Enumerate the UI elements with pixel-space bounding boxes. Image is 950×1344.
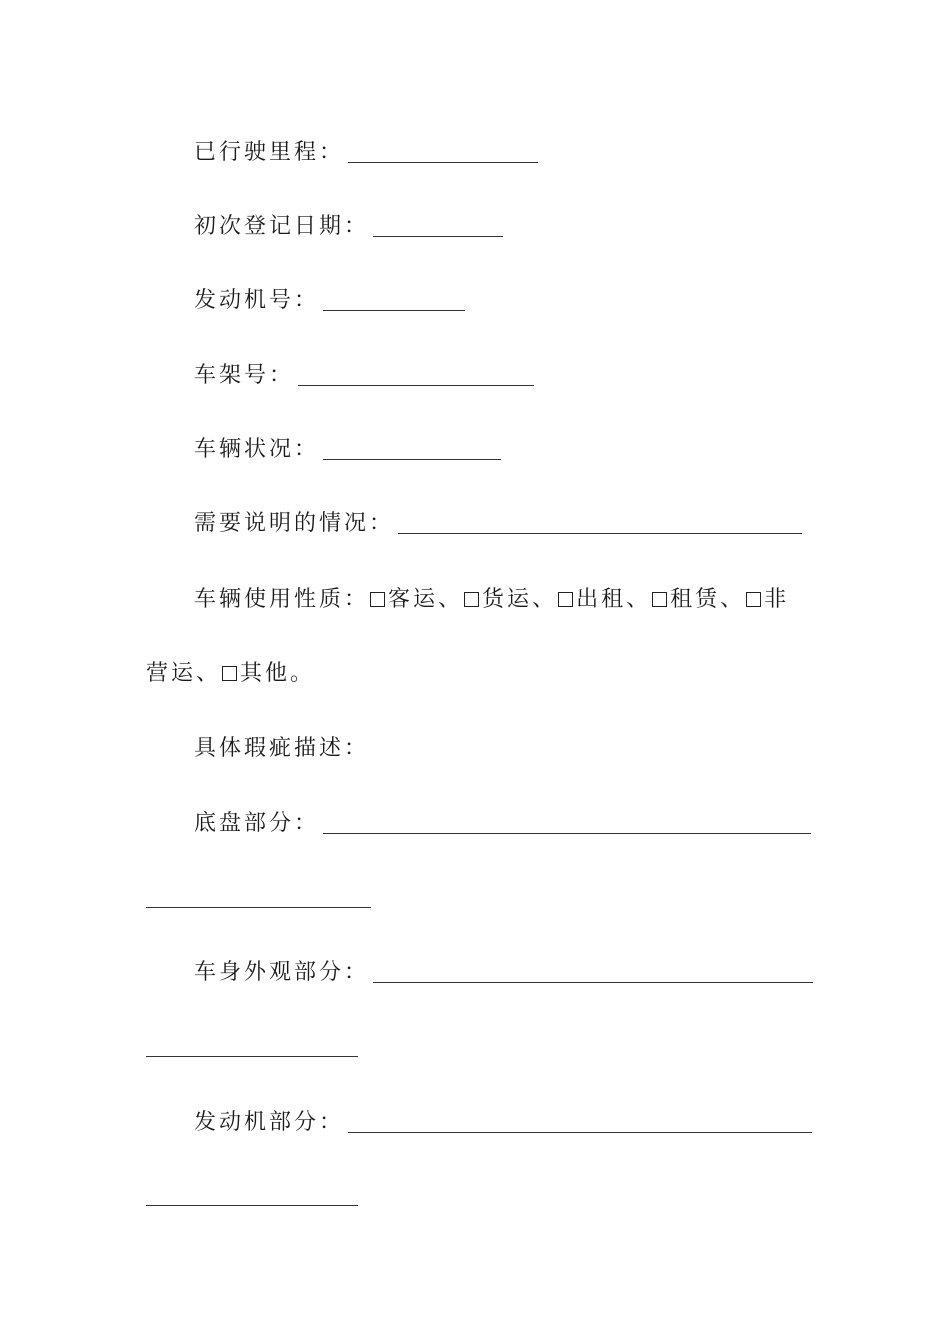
field-frame-no (194, 361, 534, 391)
mileage-blank[interactable] (348, 138, 538, 163)
usage-line-1: 车辆使用性质： 客运、 货运、 出租、 租赁、 非 (194, 587, 790, 612)
usage-option-passenger: 客运 (388, 587, 439, 612)
vehicle-condition-blank[interactable] (323, 435, 501, 460)
field-first-registration (194, 212, 503, 242)
chassis-blank[interactable] (323, 809, 811, 834)
usage-option-non-operating-part2: 营运 (146, 661, 197, 686)
body-exterior-label: 车身外观部分： (194, 960, 370, 985)
usage-option-other: 其他 (240, 661, 291, 686)
body-exterior-blank[interactable] (373, 958, 813, 983)
engine-blank[interactable] (348, 1108, 812, 1133)
notes-label: 需要说明的情况： (194, 511, 395, 536)
field-vehicle-condition (194, 435, 501, 465)
engine-blank-continuation[interactable] (146, 1205, 358, 1206)
mileage-label: 已行驶里程： (194, 140, 345, 165)
checkbox-freight[interactable] (464, 592, 479, 607)
engine-label: 发动机部分： (194, 1110, 345, 1135)
field-engine-no (194, 286, 465, 316)
first-registration-label: 初次登记日期： (194, 214, 370, 239)
notes-blank[interactable] (398, 509, 802, 534)
frame-no-label: 车架号： (194, 363, 295, 388)
chassis-label: 底盘部分： (194, 811, 320, 836)
checkbox-rental[interactable] (652, 592, 667, 607)
vehicle-condition-label: 车辆状况： (194, 437, 320, 462)
field-notes (194, 509, 802, 539)
body-exterior-blank-continuation[interactable] (146, 1056, 358, 1057)
usage-option-rental: 租赁 (670, 587, 721, 612)
defects-heading-label: 具体瑕疵描述： (194, 736, 370, 761)
checkbox-taxi[interactable] (558, 592, 573, 607)
first-registration-blank[interactable] (373, 212, 503, 237)
checkbox-non-operating[interactable] (746, 592, 761, 607)
chassis-blank-continuation[interactable] (146, 907, 371, 908)
usage-option-taxi: 出租 (576, 587, 627, 612)
usage-option-freight: 货运 (482, 587, 533, 612)
engine-no-blank[interactable] (323, 286, 465, 311)
field-body-exterior (194, 958, 813, 988)
usage-line-2: 营运、 其他。 (146, 661, 316, 686)
checkbox-other[interactable] (222, 666, 237, 681)
usage-label: 车辆使用性质： (194, 587, 370, 612)
usage-option-non-operating-part1: 非 (764, 587, 790, 612)
checkbox-passenger[interactable] (370, 592, 385, 607)
field-chassis (194, 809, 811, 839)
field-engine (194, 1108, 812, 1138)
defects-heading (194, 734, 369, 764)
frame-no-blank[interactable] (298, 361, 534, 386)
field-mileage (194, 138, 538, 168)
engine-no-label: 发动机号： (194, 288, 320, 313)
